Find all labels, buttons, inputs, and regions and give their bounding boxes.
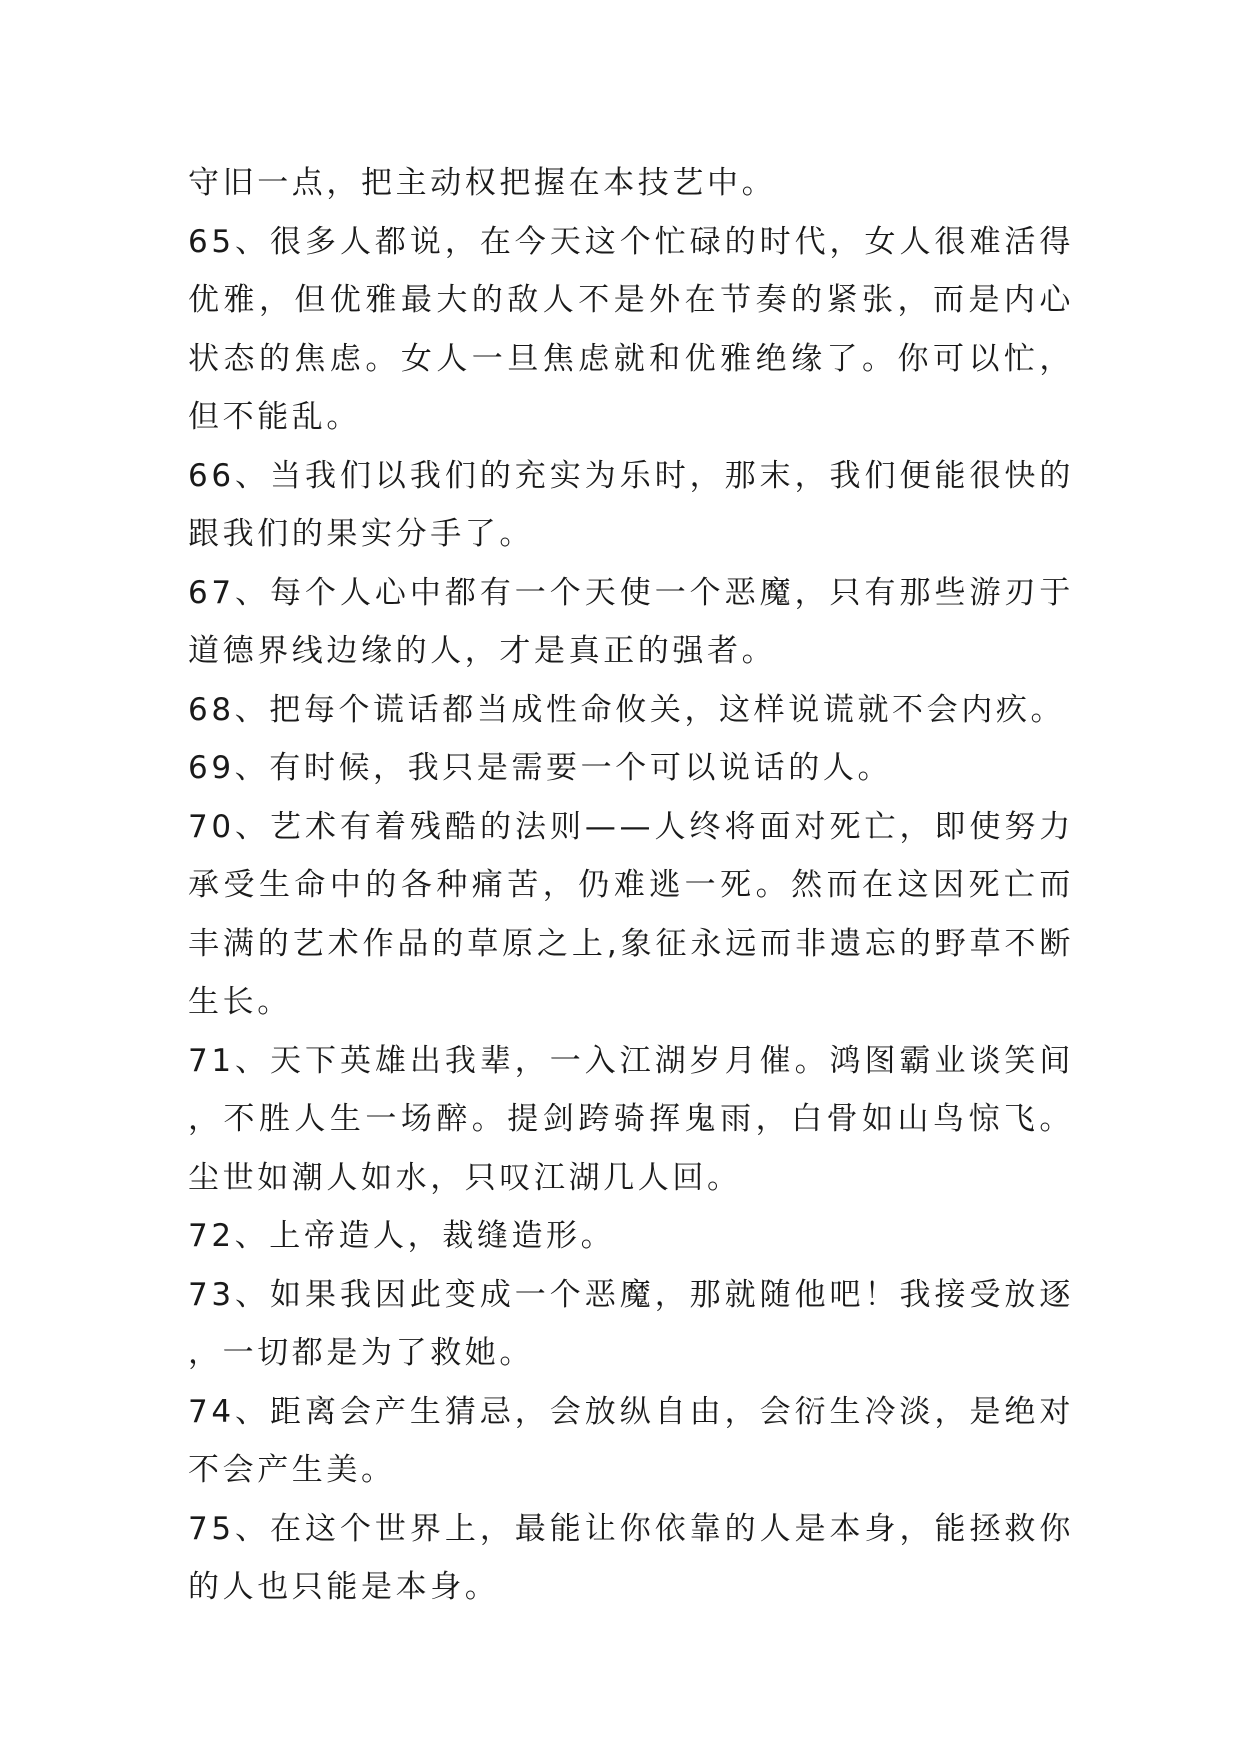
paragraph-68: 68、把每个谎话都当成性命攸关，这样说谎就不会内疚。: [188, 691, 1066, 728]
paragraph-75: 75、在这个世界上，最能让你依靠的人是本身，能拯救你的人也只能是本身。: [188, 1510, 1074, 1605]
document-body: [188, 154, 1074, 1617]
paragraph-67: 67、每个人心中都有一个天使一个恶魔，只有那些游刃于道德界线边缘的人，才是真正的强者。: [188, 574, 1074, 669]
paragraph-65: 65、很多人都说，在今天这个忙碌的时代，女人很难活得优雅，但优雅最大的敌人不是外在节奏的紧张，而是内心状态的焦虑。女人一旦焦虑就和优雅绝缘了。你可以忙，但不能乱。: [188, 223, 1074, 435]
paragraph-71: 71、天下英雄出我辈，一入江湖岁月催。鸿图霸业谈笑间，不胜人生一场醉。提剑跨骑挥鬼雨，白骨如山鸟惊飞。尘世如潮人如水，只叹江湖几人回。: [188, 1042, 1074, 1196]
paragraph-66: 66、当我们以我们的充实为乐时，那末，我们便能很快的跟我们的果实分手了。: [188, 457, 1074, 552]
paragraph-70: 70、艺术有着残酷的法则——人终将面对死亡，即使努力承受生命中的各种痛苦，仍难逃一死。然而在这因死亡而丰满的艺术作品的草原之上,象征永远而非遗忘的野草不断生长。: [188, 808, 1074, 1020]
paragraph-69: 69、有时候，我只是需要一个可以说话的人。: [188, 750, 893, 786]
paragraph-72: 72、上帝造人，裁缝造形。: [188, 1218, 616, 1254]
paragraph-73: 73、如果我因此变成一个恶魔，那就随他吧！我接受放逐，一切都是为了救她。: [188, 1276, 1074, 1371]
paragraph-74: 74、距离会产生猜忌，会放纵自由，会衍生冷淡，是绝对不会产生美。: [188, 1393, 1074, 1488]
paragraph-continuation: 守旧一点，把主动权把握在本技艺中。: [188, 165, 777, 201]
